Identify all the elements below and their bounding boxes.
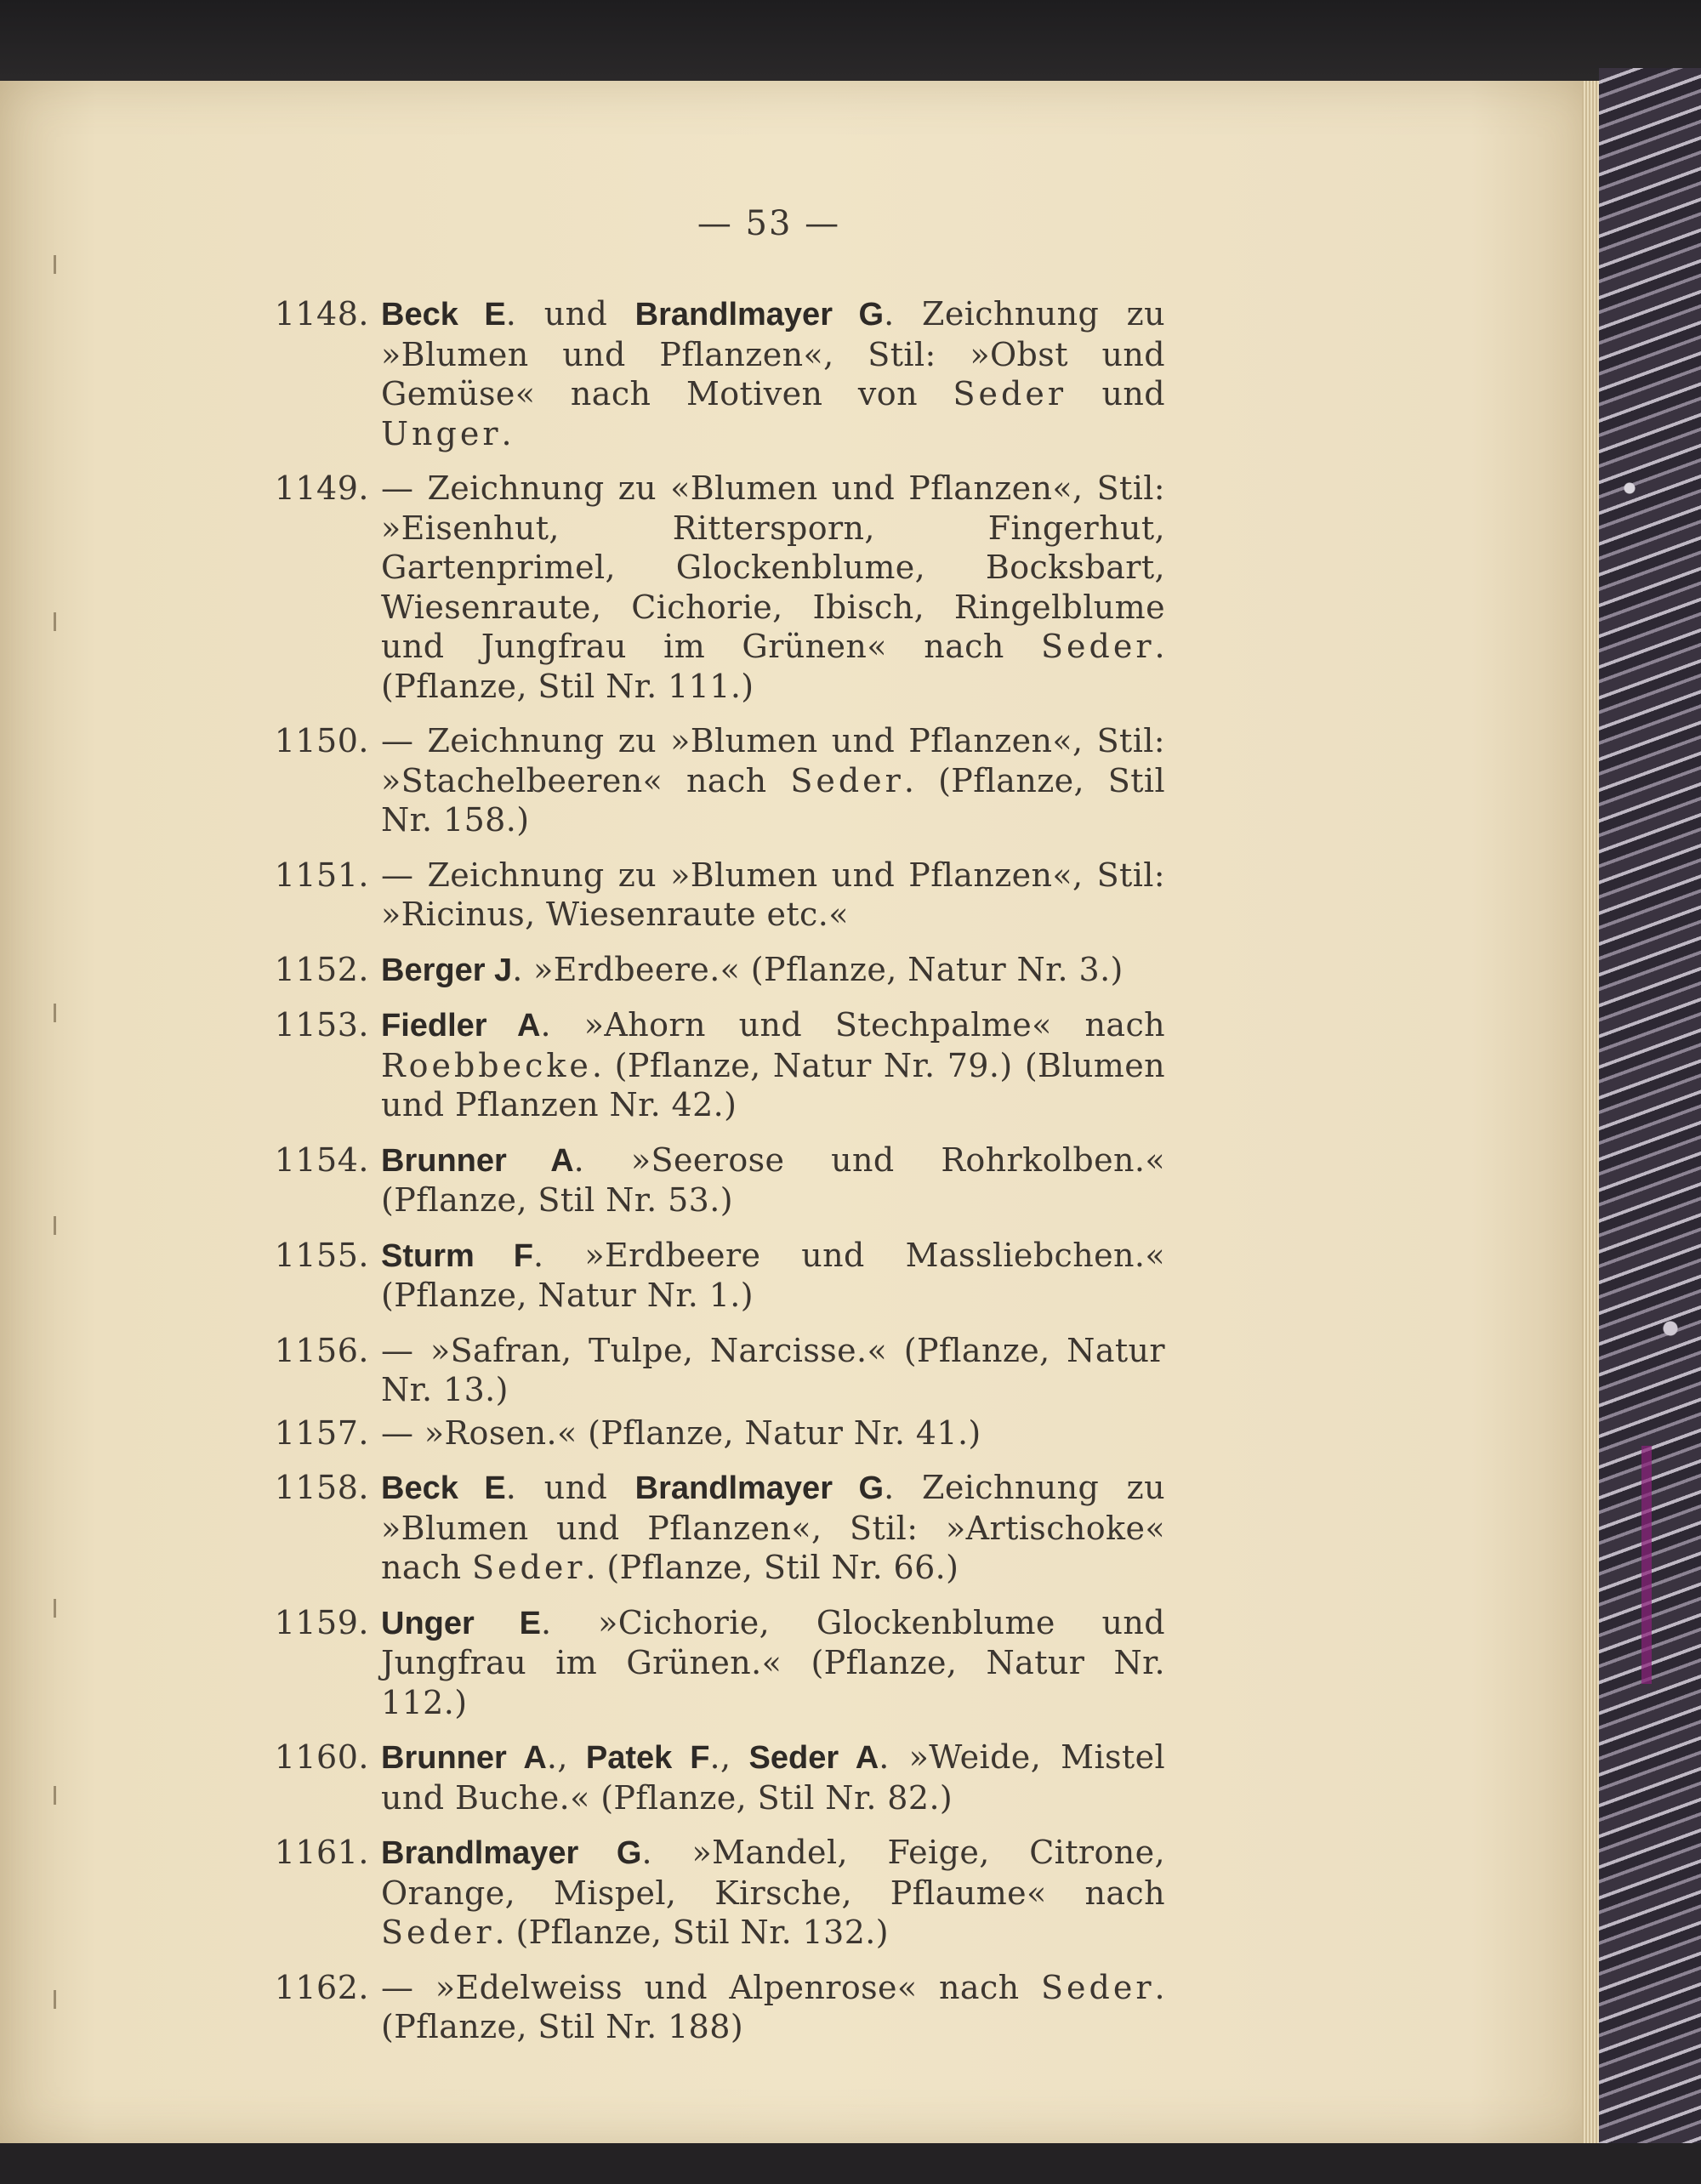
- artist-name: Seder A: [731, 1740, 879, 1776]
- entry-text: [381, 721, 1165, 840]
- entry-number: 1149.: [274, 469, 369, 507]
- entry-text: [381, 950, 1165, 991]
- spaced-name: Seder: [1041, 628, 1155, 665]
- gutter-binding-marks: [47, 255, 64, 2041]
- artist-name: Beck E: [381, 1470, 506, 1506]
- page-stack-edge: [1582, 81, 1599, 2143]
- entry-text: [381, 1140, 1165, 1220]
- entry-description: . »Cichorie, Glockenblume und Jungfrau im Grünen.« (Pflanze, Natur Nr. 112.): [381, 1603, 1165, 1721]
- entry-description: . »Erdbeere und Massliebchen.« (Pflanze, Natur Nr. 1.): [381, 1236, 1165, 1314]
- entry-description: . (Pflanze, Stil Nr. 188): [381, 1968, 1165, 2045]
- artist-name: Unger E: [381, 1605, 541, 1641]
- catalog-entry: [270, 1833, 1165, 1953]
- entry-text: [381, 294, 1165, 453]
- catalog-entry: [270, 469, 1165, 706]
- catalog-entry: [270, 721, 1165, 840]
- entry-description: — »Rosen.« (Pflanze, Natur Nr. 41.): [381, 1413, 981, 1452]
- entry-text: [381, 1968, 1165, 2047]
- catalog-entry: [270, 1468, 1165, 1588]
- entry-number: 1160.: [274, 1738, 369, 1776]
- entry-number: 1161.: [274, 1834, 369, 1871]
- artist-name: Brandlmayer G: [634, 1470, 885, 1506]
- entry-description: — Zeichnung zu »Blumen und Pflanzen«, Stil: »Ricinus, Wiesenraute etc.«: [381, 856, 1165, 933]
- entry-text: [381, 1833, 1165, 1953]
- catalog-entry: [270, 1236, 1165, 1316]
- entry-description: . »Erdbeere.« (Pflanze, Natur Nr. 3.): [512, 950, 1124, 988]
- entry-description: — Zeichnung zu «Blumen und Pflanzen«, Stil: »Eisenhut, Rittersporn, Fingerhut, Gartenprimel, Glockenblume, Bocksbart, Wiesenraute, Cichorie, Ibisch, Ringelblume und Jungfrau im Grünen« nach: [381, 469, 1165, 665]
- entry-number: 1159.: [274, 1603, 369, 1641]
- page-number: — 53 —: [697, 204, 841, 243]
- catalog-entry: [270, 856, 1165, 935]
- entry-description: . »Weide, Mistel und Buche.« (Pflanze, Stil Nr. 82.): [381, 1738, 1166, 1817]
- artist-name: Brunner A: [381, 1740, 547, 1776]
- spaced-name: Roebbecke: [381, 1046, 592, 1084]
- entry-number: 1151.: [274, 856, 369, 894]
- entry-number: 1148.: [274, 295, 369, 333]
- catalog-entry: [270, 1968, 1165, 2047]
- artist-name: Patek F: [567, 1740, 710, 1776]
- entry-number: 1157.: [274, 1413, 369, 1452]
- entry-description: . (Pflanze, Stil Nr. 158.): [381, 761, 1165, 839]
- entry-text: [381, 1603, 1165, 1723]
- artist-name: Fiedler A: [381, 1008, 541, 1044]
- catalog-entry: [270, 1331, 1165, 1410]
- entry-number: 1158.: [274, 1469, 369, 1506]
- entry-text: [381, 1738, 1165, 1817]
- artist-name: Brunner A: [381, 1142, 574, 1179]
- entry-text: [381, 856, 1165, 935]
- entry-description: . Zeichnung zu »Blumen und Pflanzen«, Stil: »Artischoke« nach: [381, 1469, 1165, 1586]
- entry-number: 1153.: [274, 1006, 369, 1044]
- catalog-entry: [270, 1005, 1165, 1125]
- entry-description: . und: [505, 295, 635, 333]
- catalog-entry: [270, 294, 1165, 453]
- catalog-entry: [270, 1738, 1165, 1817]
- catalog-entry: [270, 1140, 1165, 1220]
- entry-text: [381, 1005, 1165, 1125]
- spaced-name: Seder: [471, 1549, 586, 1586]
- entry-description: . (Pflanze, Stil Nr. 132.): [494, 1914, 889, 1951]
- cover-stain: [1641, 1446, 1652, 1684]
- entry-text: [381, 1468, 1165, 1588]
- entry-description: . Zeichnung zu »Blumen und Pflanzen«, Stil: »Obst und Gemüse« nach Motiven von: [381, 295, 1165, 412]
- spaced-name: Seder: [790, 761, 904, 799]
- page-content: [270, 204, 1165, 2062]
- scan-background-bottom: [0, 2143, 1701, 2184]
- entry-description: . (Pflanze, Stil Nr. 66.): [585, 1549, 959, 1586]
- entry-number: 1162.: [274, 1968, 369, 2006]
- scan-background-top: [0, 0, 1701, 85]
- entry-description: . (Pflanze, Natur Nr. 79.) (Blumen und Pflanzen Nr. 42.): [381, 1046, 1165, 1123]
- entry-text: [381, 1413, 1165, 1453]
- entry-number: 1154.: [274, 1140, 369, 1179]
- entry-number: 1152.: [274, 950, 369, 988]
- entry-text: [381, 469, 1165, 706]
- spaced-name: Seder: [1041, 1968, 1155, 2006]
- entry-text: [381, 1331, 1165, 1410]
- catalog-entry: [270, 950, 1165, 991]
- entry-number: 1156.: [274, 1331, 369, 1369]
- entry-number: 1150.: [274, 722, 369, 759]
- entry-description: .,: [546, 1738, 568, 1776]
- spaced-name: Seder: [381, 1914, 495, 1951]
- entry-description: . »Ahorn und Stechpalme« nach: [540, 1006, 1165, 1044]
- entry-description: — »Safran, Tulpe, Narcisse.« (Pflanze, Natur Nr. 13.): [381, 1331, 1165, 1408]
- artist-name: Beck E: [381, 297, 506, 333]
- artist-name: Berger J: [381, 952, 513, 988]
- entry-number: 1155.: [274, 1236, 369, 1274]
- entry-description: und: [1067, 375, 1166, 412]
- entry-description: .,: [709, 1738, 731, 1776]
- catalog-entry: [270, 1413, 1165, 1453]
- entry-description: .: [501, 414, 512, 452]
- catalog-entry: [270, 1603, 1165, 1723]
- entry-text: [381, 1236, 1165, 1316]
- entry-description: — »Edelweiss und Alpenrose« nach: [381, 1968, 1042, 2006]
- entry-description: . (Pflanze, Stil Nr. 111.): [381, 628, 1165, 705]
- entry-description: . »Mandel, Feige, Citrone, Orange, Mispel, Kirsche, Pflaume« nach: [381, 1834, 1165, 1912]
- entry-description: . »Seerose und Rohrkolben.« (Pflanze, Stil Nr. 53.): [381, 1140, 1165, 1219]
- book-cover-edge: [1599, 68, 1701, 2169]
- artist-name: Sturm F: [381, 1237, 533, 1274]
- entry-description: — Zeichnung zu »Blumen und Pflanzen«, Stil: »Stachelbeeren« nach: [381, 722, 1165, 799]
- artist-name: Brandlmayer G: [634, 297, 885, 333]
- catalog-entry-list: [270, 294, 1165, 2047]
- spaced-name: Seder: [953, 375, 1067, 412]
- artist-name: Brandlmayer G: [381, 1835, 642, 1871]
- spaced-name: Unger: [381, 414, 502, 452]
- entry-description: . und: [505, 1469, 635, 1506]
